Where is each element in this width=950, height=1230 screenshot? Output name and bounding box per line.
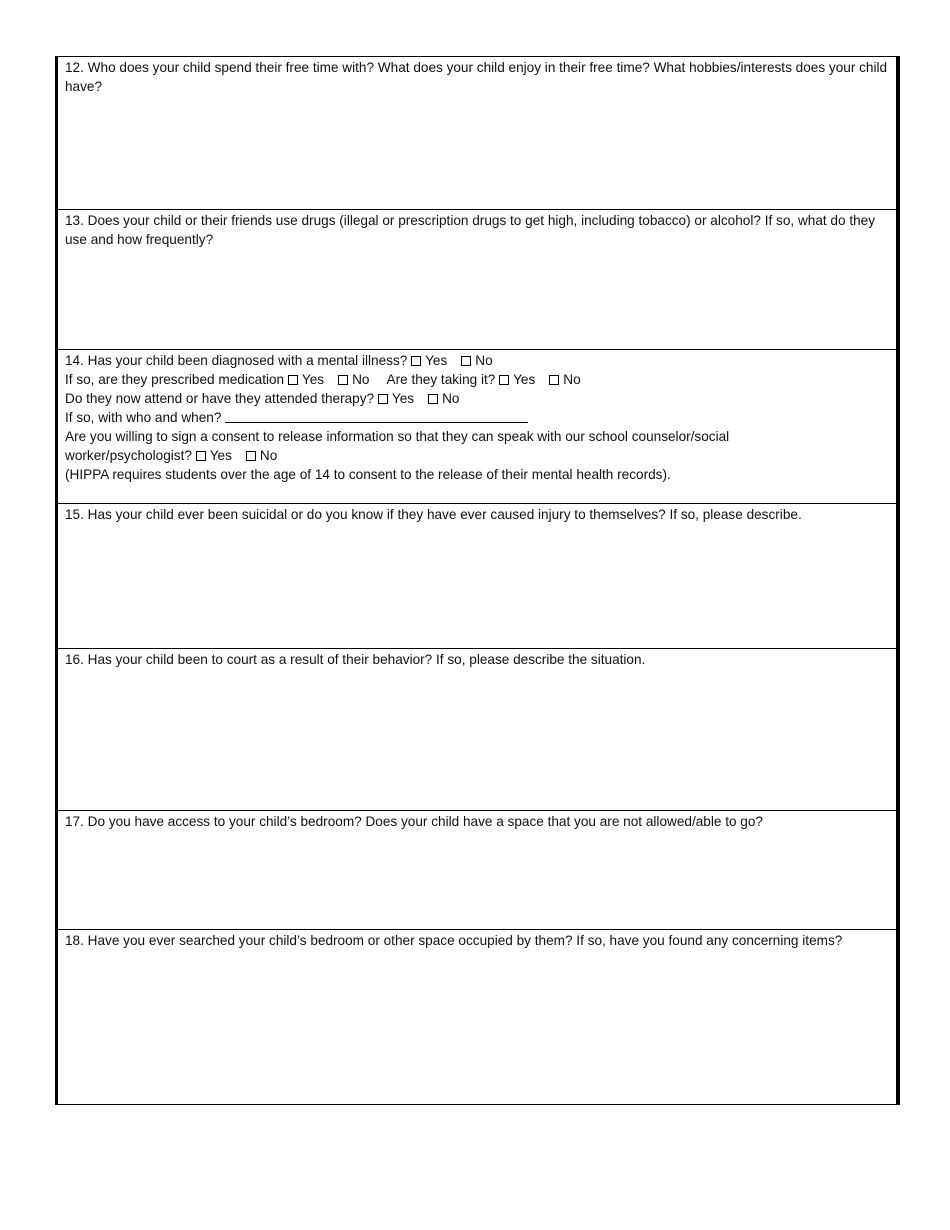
question-15-text: 15. Has your child ever been suicidal or do you know if they have ever caused injury to themselves? If so, please describe.: [65, 507, 802, 522]
consent-row: [65, 446, 890, 465]
taking-yes-option[interactable]: [499, 370, 535, 389]
taking-yes-label: Yes: [513, 372, 536, 387]
medication-row: [65, 370, 890, 389]
diagnosed-no-checkbox[interactable]: [461, 356, 471, 366]
hippa-note: (HIPPA requires students over the age of 14 to consent to the release of their mental health records).: [65, 467, 671, 482]
diagnosed-row: [65, 351, 890, 370]
taking-no-label: No: [563, 372, 581, 387]
therapy-no-label: No: [442, 391, 460, 406]
prescribed-yes-label: Yes: [301, 372, 325, 387]
therapy-no-checkbox[interactable]: [428, 394, 438, 404]
question-16-cell[interactable]: [58, 649, 896, 811]
prescribed-question: If so, are they prescribed medication: [65, 372, 285, 387]
prescribed-no-checkbox[interactable]: [338, 375, 348, 385]
question-16-text: 16. Has your child been to court as a result of their behavior? If so, please describe the situation.: [65, 652, 646, 667]
taking-yes-checkbox[interactable]: [499, 375, 509, 385]
consent-yes-checkbox[interactable]: [196, 451, 206, 461]
therapy-yes-label: Yes: [391, 391, 415, 406]
question-18-cell[interactable]: [58, 930, 896, 1104]
question-15-cell[interactable]: [58, 504, 896, 649]
prescribed-no-label: No: [352, 372, 370, 387]
therapy-who-question: If so, with who and when?: [65, 410, 222, 425]
therapy-row: [65, 389, 890, 408]
question-12-cell[interactable]: [58, 57, 896, 210]
question-13-cell[interactable]: [58, 210, 896, 350]
prescribed-yes-option[interactable]: [288, 370, 324, 389]
prescribed-no-option[interactable]: [338, 370, 369, 389]
diagnosed-yes-option[interactable]: [411, 351, 447, 370]
question-12-text: 12. Who does your child spend their free time with? What does your child enjoy in their free time? What hobbies/interests does your child have?: [65, 60, 888, 94]
question-17-text: 17. Do you have access to your child’s bedroom? Does your child have a space that you are not allowed/able to go?: [65, 814, 763, 829]
consent-no-label: No: [259, 448, 278, 463]
question-18-text: 18. Have you ever searched your child’s bedroom or other space occupied by them? If so, have you found any concerning items?: [65, 933, 843, 948]
therapy-question: Do they now attend or have they attended therapy?: [65, 391, 375, 406]
taking-no-option[interactable]: [549, 370, 580, 389]
taking-no-checkbox[interactable]: [549, 375, 559, 385]
consent-no-option[interactable]: [246, 446, 277, 465]
diagnosed-yes-label: Yes: [425, 353, 448, 368]
questionnaire-form: [55, 56, 900, 1105]
therapy-who-field[interactable]: [225, 409, 528, 423]
question-14-cell: [58, 350, 896, 504]
diagnosed-yes-checkbox[interactable]: [411, 356, 421, 366]
consent-question-line2: worker/psychologist?: [65, 448, 192, 463]
therapy-yes-option[interactable]: [378, 389, 414, 408]
therapy-who-row: [65, 408, 890, 427]
question-17-cell[interactable]: [58, 811, 896, 930]
consent-no-checkbox[interactable]: [246, 451, 256, 461]
therapy-yes-checkbox[interactable]: [378, 394, 388, 404]
diagnosed-no-label: No: [475, 353, 493, 368]
consent-yes-label: Yes: [209, 448, 232, 463]
diagnosed-no-option[interactable]: [461, 351, 492, 370]
prescribed-yes-checkbox[interactable]: [288, 375, 298, 385]
question-13-text: 13. Does your child or their friends use drugs (illegal or prescription drugs to get high, including tobacco) or alcohol? If so, what do they use and how frequently?: [65, 213, 876, 247]
taking-question: Are they taking it?: [386, 372, 496, 387]
consent-question-line1: Are you willing to sign a consent to release information so that they can speak with our school counselor/social: [65, 429, 730, 444]
consent-yes-option[interactable]: [196, 446, 232, 465]
therapy-no-option[interactable]: [428, 389, 459, 408]
diagnosed-question: 14. Has your child been diagnosed with a mental illness?: [65, 353, 408, 368]
